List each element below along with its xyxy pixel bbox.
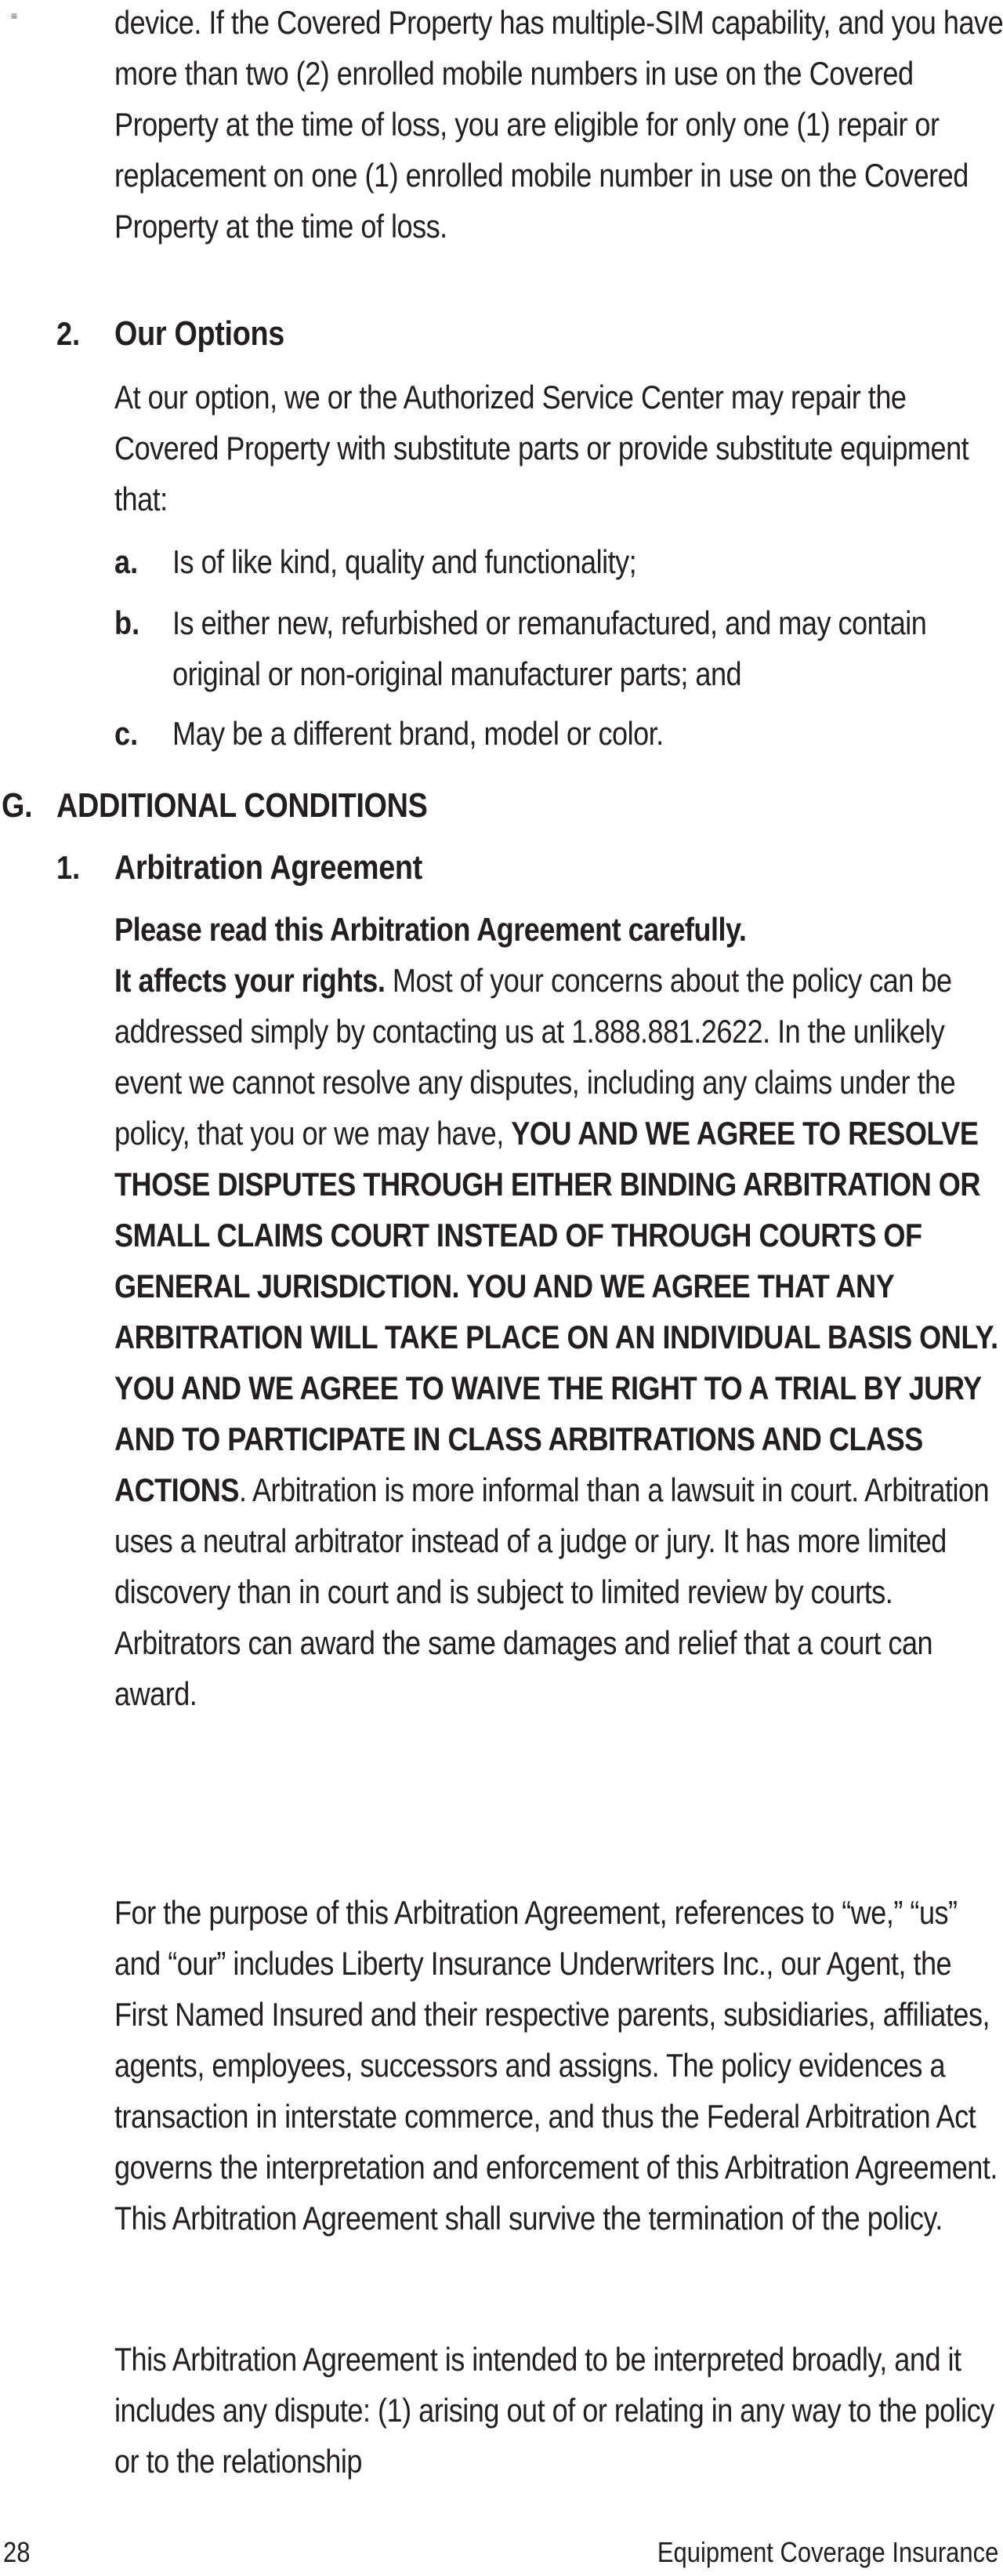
section-g-letter: G. xyxy=(2,786,33,825)
page-number: 28 xyxy=(3,2536,31,2568)
option-item-label: c. xyxy=(114,715,139,752)
arbitration-warning: Please read this Arbitration Agreement carefully. xyxy=(114,911,747,948)
option-item-label: b. xyxy=(114,604,140,641)
option-item-text: Is of like kind, quality and functionality; xyxy=(172,543,637,580)
arbitration-heading: Arbitration Agreement xyxy=(114,848,422,887)
arbitration-text: . Arbitration is more informal than a lawsuit in court. Arbitration uses a neutral arbitrator instead of a judge or jury. It has more limited discovery than in court and is subject to limited review by courts. Arbitrators can award the same damages and relief that a court can award. xyxy=(114,1471,990,1712)
continuation-paragraph: device. If the Covered Property has multiple-SIM capability, and you have more than two (2) enrolled mobile numbers in use on the Covered Property at the time of loss, you are eligible for only one (1) repair or replacement on one (1) enrolled mobile number in use on the Covered Property at the time of loss. xyxy=(114,4,1003,245)
our-options-intro: At our option, we or the Authorized Service Center may repair the Covered Property with substitute parts or provide substitute equipment that: xyxy=(114,379,969,517)
arbitration-number: 1. xyxy=(56,849,81,886)
option-item-text: Is either new, refurbished or remanufactured, and may contain original or non-original manufacturer parts; and xyxy=(172,604,927,692)
arbitration-paragraph-3: This Arbitration Agreement is intended to be interpreted broadly, and it includes any dispute: (1) arising out of or relating in any way to the policy or to the relationship xyxy=(114,2341,994,2480)
our-options-number: 2. xyxy=(56,315,81,352)
arbitration-paragraph-1 xyxy=(114,904,1003,1719)
footer-document-title: Equipment Coverage Insurance xyxy=(657,2536,998,2568)
option-item-label: a. xyxy=(114,543,139,580)
option-item-text: May be a different brand, model or color. xyxy=(172,715,664,752)
arbitration-agreement-caps: YOU AND WE AGREE TO RESOLVE THOSE DISPUTES THROUGH EITHER BINDING ARBITRATION OR SMALL CLAIMS COURT INSTEAD OF THROUGH COURTS OF GENERAL JURISDICTION. YOU AND WE AGREE THAT ANY ARBITRATION WILL TAKE PLACE ON AN INDIVIDUAL BASIS ONLY. YOU AND WE AGREE TO WAIVE THE RIGHT TO A TRIAL BY JURY AND TO PARTICIPATE IN CLASS ARBITRATIONS AND CLASS ACTIONS xyxy=(114,1115,998,1508)
section-g-heading: ADDITIONAL CONDITIONS xyxy=(56,786,428,825)
arbitration-rights-notice: It affects your rights. xyxy=(114,962,386,999)
our-options-heading: Our Options xyxy=(114,314,284,353)
corner-mark: ≡ xyxy=(11,9,18,22)
arbitration-paragraph-2: For the purpose of this Arbitration Agreement, references to “we,” “us” and “our” includes Liberty Insurance Underwriters Inc., our Agent, the First Named Insured and their respective parents, subsidiaries, affiliates, agents, employees, successors and assigns. The policy evidences a transaction in interstate commerce, and thus the Federal Arbitration Act governs the interpretation and enforcement of this Arbitration Agreement. This Arbitration Agreement shall survive the termination of the policy. xyxy=(114,1894,998,2237)
arbitration-text: Most of your concerns about the policy can be addressed simply by contacting us at 1.888.881.2622. In the unlikely event we cannot resolve any disputes, including any claims under the policy, that you or we may have, xyxy=(114,962,956,1152)
